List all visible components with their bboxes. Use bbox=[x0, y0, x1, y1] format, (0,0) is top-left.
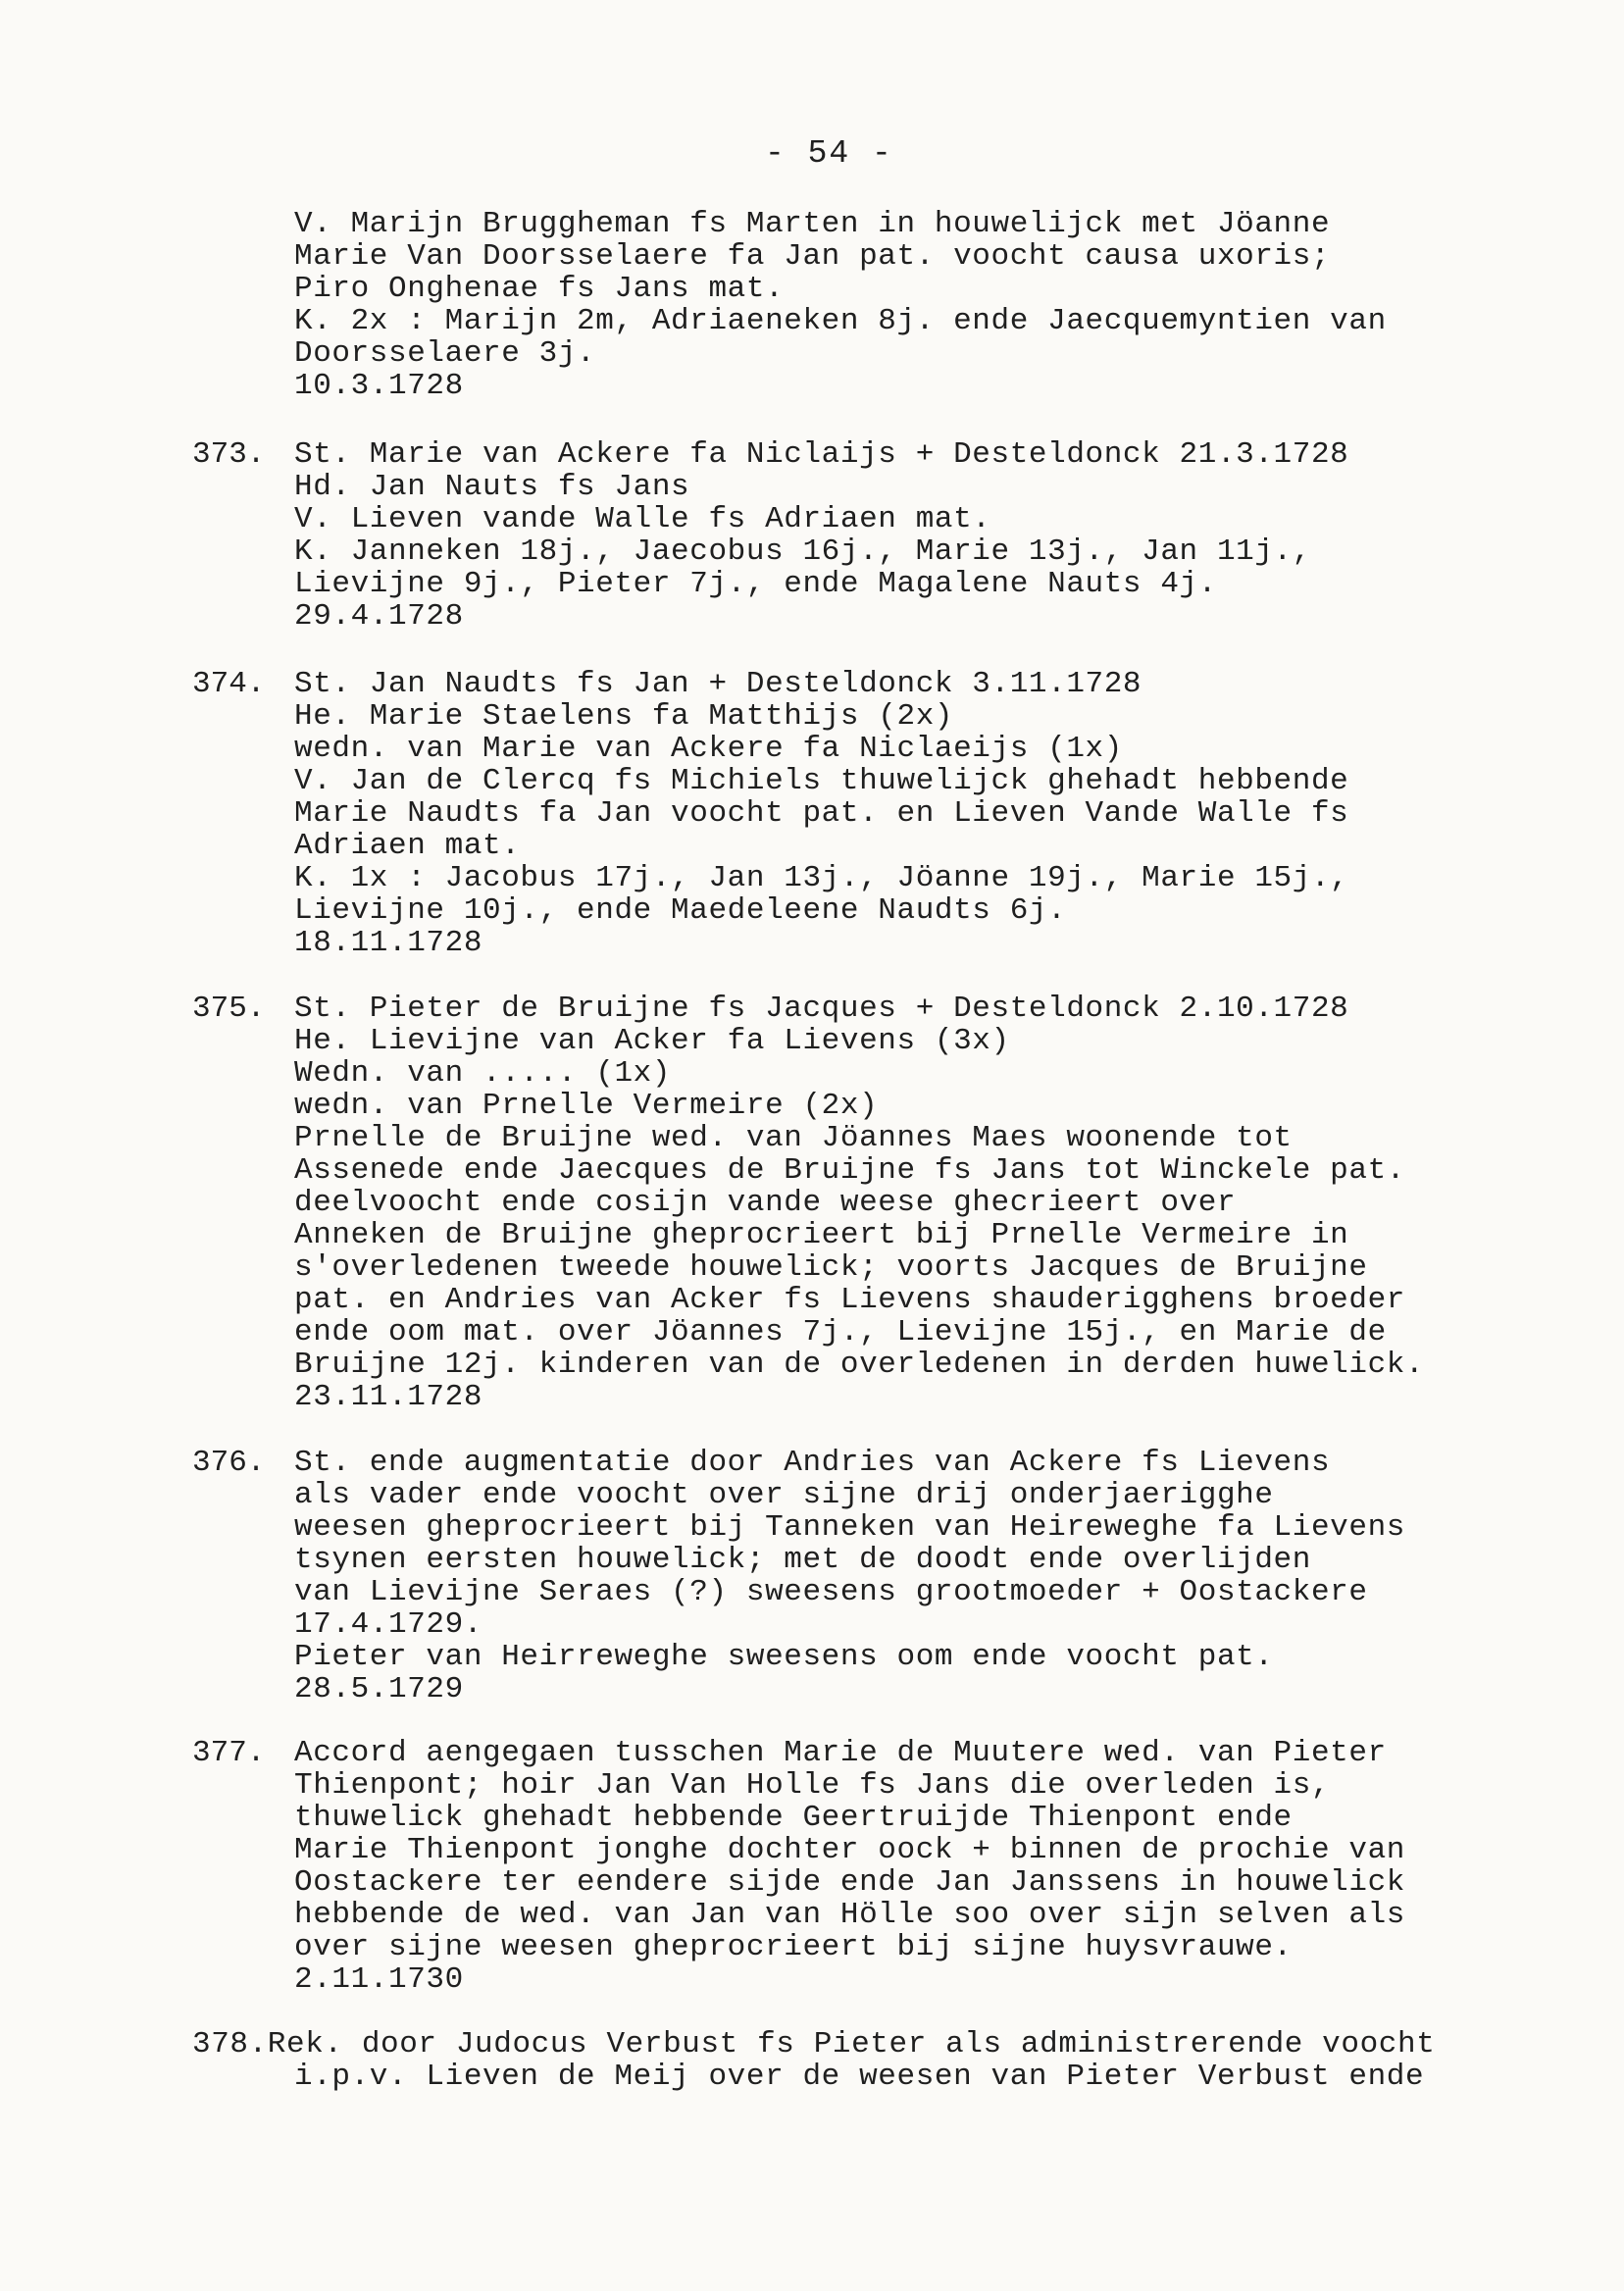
text-line: deelvoocht ende cosijn vande weese ghecrieert over bbox=[294, 1186, 1237, 1220]
text-line: 17.4.1729. bbox=[294, 1607, 483, 1642]
text-line: Doorsselaere 3j. bbox=[294, 336, 596, 371]
text-line: Anneken de Bruijne gheprocrieert bij Prnelle Vermeire in bbox=[294, 1218, 1349, 1252]
text-line: ende oom mat. over Jöannes 7j., Lievijne 15j., en Marie de bbox=[294, 1315, 1387, 1349]
text-line: 23.11.1728 bbox=[294, 1380, 483, 1414]
text-line: V. Lieven vande Walle fs Adriaen mat. bbox=[294, 502, 991, 536]
page-number: - 54 - bbox=[765, 135, 893, 172]
text-line: Wedn. van ..... (1x) bbox=[294, 1056, 672, 1091]
text-line: Accord aengegaen tusschen Marie de Muutere wed. van Pieter bbox=[294, 1736, 1387, 1770]
entry-number: 375. bbox=[192, 992, 266, 1026]
text-line: hebbende de wed. van Jan van Hölle soo over sijn selven als bbox=[294, 1898, 1405, 1932]
text-line: i.p.v. Lieven de Meij over de weesen van Pieter Verbust ende bbox=[294, 2060, 1425, 2094]
text-line: Lievijne 10j., ende Maedeleene Naudts 6j. bbox=[294, 893, 1067, 928]
text-line: over sijne weesen gheprocrieert bij sijne huysvrauwe. bbox=[294, 1930, 1293, 1964]
entry-374 bbox=[192, 667, 1349, 960]
text-line: 18.11.1728 bbox=[294, 926, 483, 960]
text-line: He. Marie Staelens fa Matthijs (2x) bbox=[294, 699, 954, 734]
text-line: tsynen eersten houwelick; met de doodt ende overlijden bbox=[294, 1543, 1311, 1577]
text-line: Marie Thienpont jonghe dochter oock + binnen de prochie van bbox=[294, 1833, 1405, 1867]
text-line: K. 1x : Jacobus 17j., Jan 13j., Jöanne 19j., Marie 15j., bbox=[294, 861, 1349, 895]
text-line: Hd. Jan Nauts fs Jans bbox=[294, 470, 690, 504]
entry-number: 376. bbox=[192, 1446, 266, 1480]
text-line: wedn. van Prnelle Vermeire (2x) bbox=[294, 1089, 879, 1123]
text-line: Lievijne 9j., Pieter 7j., ende Magalene Nauts 4j. bbox=[294, 567, 1217, 601]
text-line: Oostackere ter eendere sijde ende Jan Janssens in houwelick bbox=[294, 1865, 1405, 1900]
entry-continuation bbox=[294, 208, 1387, 402]
entry-373 bbox=[192, 437, 1349, 634]
text-line: Thienpont; hoir Jan Van Holle fs Jans die overleden is, bbox=[294, 1768, 1331, 1803]
text-line: Piro Onghenae fs Jans mat. bbox=[294, 272, 785, 306]
entry-number: 373. bbox=[192, 437, 266, 472]
text-line: He. Lievijne van Acker fa Lievens (3x) bbox=[294, 1024, 1010, 1058]
text-line: St. Jan Naudts fs Jan + Desteldonck 3.11.1728 bbox=[294, 667, 1142, 701]
text-line: 2.11.1730 bbox=[294, 1962, 464, 1997]
text-line: Marie Naudts fa Jan voocht pat. en Lieven Vande Walle fs bbox=[294, 796, 1349, 831]
text-line: weesen gheprocrieert bij Tanneken van Heireweghe fa Lievens bbox=[294, 1510, 1405, 1545]
text-line: wedn. van Marie van Ackere fa Niclaeijs (1x) bbox=[294, 732, 1123, 766]
text-line: 378.Rek. door Judocus Verbust fs Pieter als administrerende voocht bbox=[192, 2027, 1436, 2062]
text-line: als vader ende voocht over sijne drij onderjaerigghe bbox=[294, 1478, 1274, 1512]
text-line: 28.5.1729 bbox=[294, 1672, 464, 1706]
text-line: Adriaen mat. bbox=[294, 829, 521, 863]
text-line: Marie Van Doorsselaere fa Jan pat. voocht causa uxoris; bbox=[294, 239, 1331, 274]
text-line: thuwelick ghehadt hebbende Geertruijde Thienpont ende bbox=[294, 1801, 1293, 1835]
text-line: St. ende augmentatie door Andries van Ackere fs Lievens bbox=[294, 1446, 1331, 1480]
text-line: Prnelle de Bruijne wed. van Jöannes Maes woonende tot bbox=[294, 1121, 1293, 1155]
text-line: V. Marijn Bruggheman fs Marten in houwelijck met Jöanne bbox=[294, 207, 1331, 241]
entry-376 bbox=[192, 1446, 1405, 1706]
text-line: 29.4.1728 bbox=[294, 599, 464, 634]
text-line: pat. en Andries van Acker fs Lievens shauderigghens broeder bbox=[294, 1283, 1405, 1317]
entry-377 bbox=[192, 1736, 1405, 1997]
text-line: Pieter van Heirreweghe sweesens oom ende voocht pat. bbox=[294, 1640, 1274, 1674]
entry-378 bbox=[192, 2027, 1436, 2094]
text-line: K. Janneken 18j., Jaecobus 16j., Marie 13j., Jan 11j., bbox=[294, 535, 1311, 569]
entry-number: 374. bbox=[192, 667, 266, 701]
entry-number: 377. bbox=[192, 1736, 266, 1770]
text-line: V. Jan de Clercq fs Michiels thuwelijck ghehadt hebbende bbox=[294, 764, 1349, 798]
text-line: Assenede ende Jaecques de Bruijne fs Jans tot Winckele pat. bbox=[294, 1153, 1405, 1188]
text-line: K. 2x : Marijn 2m, Adriaeneken 8j. ende Jaecquemyntien van bbox=[294, 304, 1387, 338]
text-line: van Lievijne Seraes (?) sweesens grootmoeder + Oostackere bbox=[294, 1575, 1368, 1609]
text-line: 10.3.1728 bbox=[294, 369, 464, 403]
text-line: Bruijne 12j. kinderen van de overledenen in derden huwelick. bbox=[294, 1348, 1425, 1382]
entry-375 bbox=[192, 992, 1425, 1414]
text-line: s'overledenen tweede houwelick; voorts Jacques de Bruijne bbox=[294, 1250, 1368, 1285]
text-line: St. Pieter de Bruijne fs Jacques + Desteldonck 2.10.1728 bbox=[294, 992, 1349, 1026]
text-line: St. Marie van Ackere fa Niclaijs + Desteldonck 21.3.1728 bbox=[294, 437, 1349, 472]
